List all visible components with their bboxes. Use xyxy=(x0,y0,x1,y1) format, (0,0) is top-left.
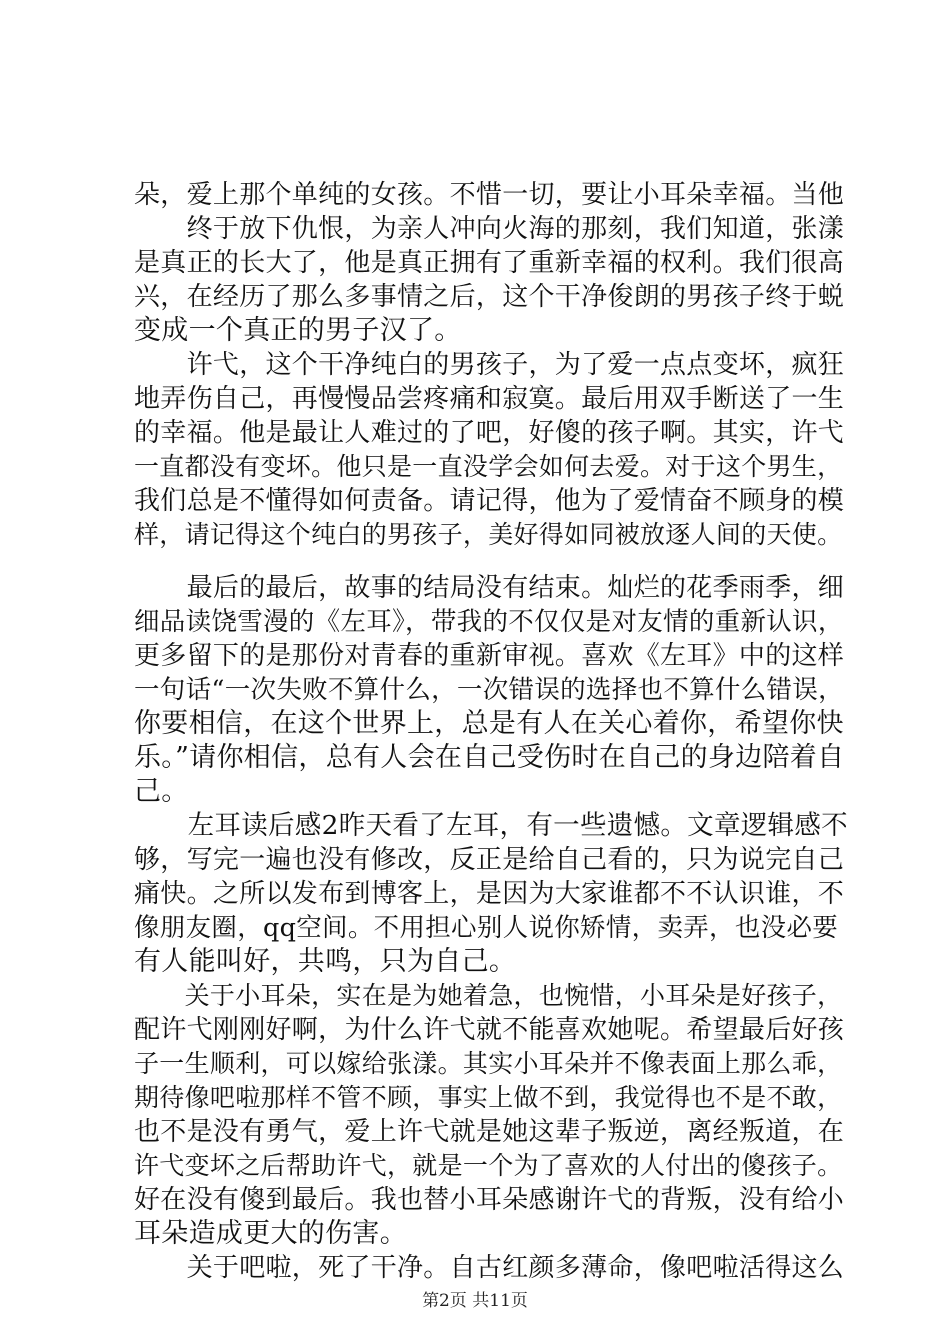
text-line: 我们总是不懂得如何责备。请记得，他为了爱情奋不顾身的模 xyxy=(134,486,845,516)
text-line: 子一生顺利，可以嫁给张漾。其实小耳朵并不像表面上那么乖， xyxy=(134,1049,843,1078)
text-line: 关于小耳朵，实在是为她着急，也惋惜，小耳朵是好孩子， xyxy=(134,981,843,1010)
text-line: 终于放下仇恨，为亲人冲向火海的那刻，我们知道，张漾 xyxy=(134,214,845,244)
text-line: 地弄伤自己，再慢慢品尝疼痛和寂寞。最后用双手断送了一生 xyxy=(134,384,845,414)
text-line: 变成一个真正的男子汉了。 xyxy=(134,315,462,346)
text-line: 细品读饶雪漫的《左耳》，带我的不仅仅是对友情的重新认识， xyxy=(134,607,844,637)
text-line: 更多留下的是那份对青春的重新审视。喜欢《左耳》中的这样 xyxy=(134,641,845,671)
text-line: 左耳读后感2昨天看了左耳，有一些遗憾。文章逻辑感不 xyxy=(134,810,848,841)
text-line: 配许弋刚刚好啊，为什么许弋就不能喜欢她呢。希望最后好孩 xyxy=(134,1015,845,1045)
text-line: 许弋，这个干净纯白的男孩子，为了爱一点点变坏，疯狂 xyxy=(134,350,845,380)
text-line: 一直都没有变坏。他只是一直没学会如何去爱。对于这个男生， xyxy=(134,452,843,481)
text-line: 期待像吧啦那样不管不顾，事实上做不到，我觉得也不是不敢， xyxy=(134,1083,843,1112)
text-line: 够，写完一遍也没有修改，反正是给自己看的，只为说完自己 xyxy=(134,845,845,875)
text-line: 朵，爱上那个单纯的女孩。不惜一切，要让小耳朵幸福。当他 xyxy=(134,180,845,210)
text-line: 你要相信，在这个世界上，总是有人在关心着你，希望你快 xyxy=(134,708,844,739)
page-footer: 第2页 共11页 xyxy=(422,1291,528,1311)
text-line: 有人能叫好，共鸣，只为自己。 xyxy=(134,946,517,977)
text-line: 好在没有傻到最后。我也替小耳朵感谢许弋的背叛，没有给小 xyxy=(134,1185,845,1215)
text-line: 痛快。之所以发布到博客上，是因为大家谁都不不认识谁，不 xyxy=(134,879,845,909)
text-line: 样，请记得这个纯白的男孩子，美好得如同被放逐人间的天使。 xyxy=(134,520,843,549)
text-line: 的幸福。他是最让人难过的了吧，好傻的孩子啊。其实，许弋 xyxy=(134,418,845,448)
text-line: 一句话“一次失败不算什么，一次错误的选择也不算什么错误， xyxy=(134,675,844,705)
text-line: 是真正的长大了，他是真正拥有了重新幸福的权利。我们很高 xyxy=(134,248,845,278)
text-line: 乐。”请你相信，总有人会在自己受伤时在自己的身边陪着自 xyxy=(134,742,845,773)
text-line: 许弋变坏之后帮助许弋，就是一个为了喜欢的人付出的傻孩子。 xyxy=(134,1151,843,1180)
text-line: 耳朵造成更大的伤害。 xyxy=(134,1218,407,1249)
text-line: 最后的最后，故事的结局没有结束。灿烂的花季雨季，细 xyxy=(134,573,845,603)
text-line: 己。 xyxy=(134,776,189,807)
text-line: 像朋友圈，qq空间。不用担心别人说你矫情，卖弄，也没必要 xyxy=(134,913,839,943)
text-line: 关于吧啦，死了干净。自古红颜多薄命，像吧啦活得这么 xyxy=(134,1253,845,1283)
text-line: 也不是没有勇气，爱上许弋就是她这辈子叛逆，离经叛道，在 xyxy=(134,1117,845,1147)
text-line: 兴，在经历了那么多事情之后，这个干净俊朗的男孩子终于蜕 xyxy=(134,282,845,312)
